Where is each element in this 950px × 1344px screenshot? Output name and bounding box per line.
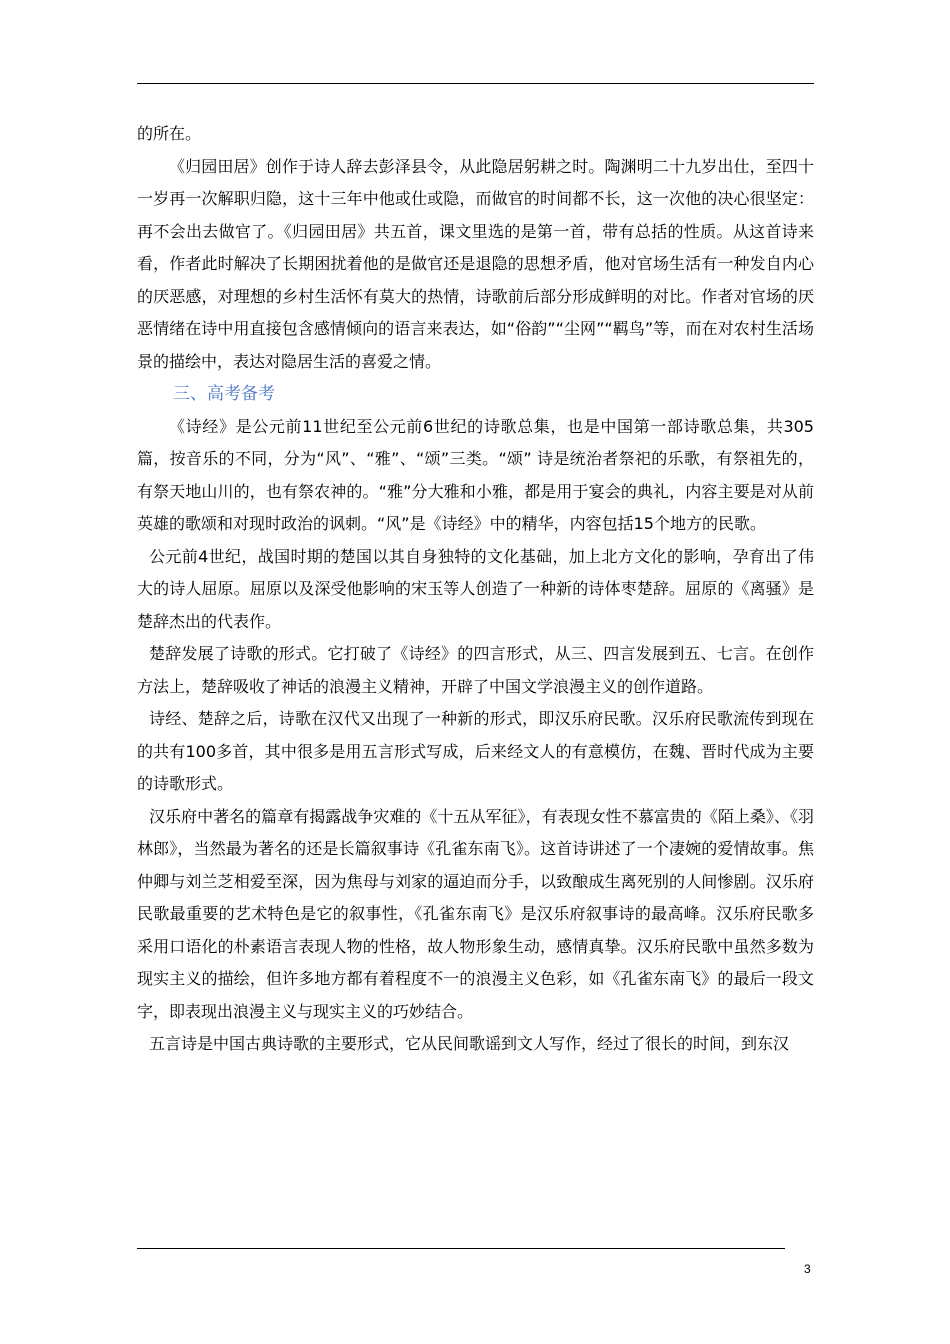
paragraph-wuyan-shi: 五言诗是中国古典诗歌的主要形式，它从民间歌谣到文人写作，经过了很长的时间，到东汉 [149, 1034, 790, 1053]
section-heading-gaokao-beikao: 三、高考备考 [173, 384, 275, 404]
header-rule [137, 83, 814, 84]
page-number: 3 [804, 1262, 811, 1276]
footer-rule [137, 1248, 785, 1249]
paragraph-continuation: 的所在。 [137, 124, 202, 143]
paragraph-yuefu-famous: 汉乐府中著名的篇章有揭露战争灾难的《十五从军征》，有表现女性不慕富贵的《陌上桑》、《羽林郎》，当然最为著名的还是长篇叙事诗《孔雀东南飞》。这首诗讲述了一个凄婉的爱情故事。焦仲卿与刘兰芝相爱至深，因为焦母与刘家的逼迫而分手，以致酿成生离死别的人间惨剧。汉乐府民歌最重要的艺术特色是它的叙事性，《孔雀东南飞》是汉乐府叙事诗的最高峰。汉乐府民歌多采用口语化的朴素语言表现人物的性格，故人物形象生动，感情真挚。汉乐府民歌中虽然多数为现实主义的描绘，但许多地方都有着程度不一的浪漫主义色彩，如《孔雀东南飞》的最后一段文字，即表现出浪漫主义与现实主义的巧妙结合。 [137, 806, 814, 1021]
paragraph-quyuan: 公元前4世纪，战国时期的楚国以其自身独特的文化基础，加上北方文化的影响，孕育出了伟大的诗人屈原。屈原以及深受他影响的宋玉等人创造了一种新的诗体枣楚辞。屈原的《离骚》是楚辞杰出的代表作。 [137, 546, 814, 631]
paragraph-chuci: 楚辞发展了诗歌的形式。它打破了《诗经》的四言形式，从三、四言发展到五、七言。在创作方法上，楚辞吸收了神话的浪漫主义精神，开辟了中国文学浪漫主义的创作道路。 [137, 644, 814, 696]
document-body [137, 118, 814, 1061]
paragraph-guiyuan-tianju: 《归园田居》创作于诗人辞去彭泽县令，从此隐居躬耕之时。陶渊明二十九岁出仕，至四十一岁再一次解职归隐，这十三年中他或仕或隐，而做官的时间都不长，这一次他的决心很坚定：再不会出去做官了。《归园田居》共五首，课文里选的是第一首，带有总括的性质。从这首诗来看，作者此时解决了长期困扰着他的是做官还是退隐的思想矛盾，他对官场生活有一种发自内心的厌恶感，对理想的乡村生活怀有莫大的热情，诗歌前后部分形成鲜明的对比。作者对官场的厌恶情绪在诗中用直接包含感情倾向的语言来表达，如“俗韵”“尘网”“羁鸟”等，而在对农村生活场景的描绘中，表达对隐居生活的喜爱之情。 [137, 156, 814, 371]
paragraph-shijing: 《诗经》是公元前11世纪至公元前6世纪的诗歌总集，也是中国第一部诗歌总集，共305篇，按音乐的不同，分为“风”、“雅”、“颂”三类。“颂” 诗是统治者祭祀的乐歌，有祭祖先的，有祭天地山川的，也有祭农神的。“雅”分大雅和小雅，都是用于宴会的典礼，内容主要是对从前英雄的歌颂和对现时政治的讽刺。“风”是《诗经》中的精华，内容包括15个地方的民歌。 [137, 416, 814, 533]
paragraph-han-yuefu: 诗经、楚辞之后，诗歌在汉代又出现了一种新的形式，即汉乐府民歌。汉乐府民歌流传到现在的共有100多首，其中很多是用五言形式写成，后来经文人的有意模仿，在魏、晋时代成为主要的诗歌形式。 [137, 709, 814, 793]
